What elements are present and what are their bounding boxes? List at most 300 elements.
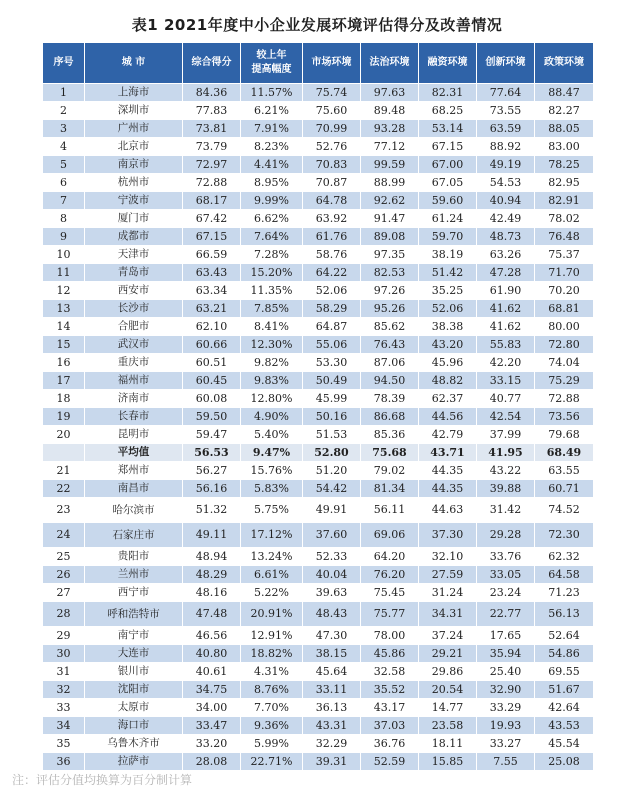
- cell-change: 9.83%: [241, 372, 303, 390]
- cell-policy: 56.13: [535, 602, 594, 627]
- cell-score: 33.20: [183, 735, 241, 753]
- table-row: [43, 318, 594, 336]
- cell-law: 36.76: [361, 735, 419, 753]
- table-row: [43, 681, 594, 699]
- cell-city: 重庆市: [85, 354, 183, 372]
- cell-score: 60.45: [183, 372, 241, 390]
- cell-change: 7.70%: [241, 699, 303, 717]
- cell-law: 89.08: [361, 228, 419, 246]
- cell-city: 兰州市: [85, 566, 183, 584]
- cell-innovation: 63.26: [477, 246, 535, 264]
- cell-change: 12.91%: [241, 627, 303, 645]
- cell-change: 12.30%: [241, 336, 303, 354]
- cell-innovation: 33.76: [477, 548, 535, 566]
- table-row: [43, 264, 594, 282]
- cell-innovation: 41.62: [477, 300, 535, 318]
- cell-rank: 16: [43, 354, 85, 372]
- cell-market: 36.13: [303, 699, 361, 717]
- cell-city: 太原市: [85, 699, 183, 717]
- cell-law: 43.17: [361, 699, 419, 717]
- cell-finance: 59.70: [419, 228, 477, 246]
- cell-rank: 35: [43, 735, 85, 753]
- cell-rank: 6: [43, 174, 85, 192]
- cell-finance: 44.56: [419, 408, 477, 426]
- cell-policy: 72.88: [535, 390, 594, 408]
- cell-change: 5.22%: [241, 584, 303, 602]
- cell-city: 郑州市: [85, 462, 183, 480]
- cell-law: 75.77: [361, 602, 419, 627]
- cell-finance: 38.38: [419, 318, 477, 336]
- cell-law: 86.68: [361, 408, 419, 426]
- cell-policy: 79.68: [535, 426, 594, 444]
- cell-rank: 25: [43, 548, 85, 566]
- cell-finance: 43.71: [419, 444, 477, 462]
- cell-market: 45.64: [303, 663, 361, 681]
- cell-market: 75.60: [303, 102, 361, 120]
- cell-finance: 44.35: [419, 462, 477, 480]
- cell-market: 38.15: [303, 645, 361, 663]
- cell-score: 47.48: [183, 602, 241, 627]
- cell-innovation: 73.55: [477, 102, 535, 120]
- table-row: [43, 282, 594, 300]
- cell-market: 32.29: [303, 735, 361, 753]
- cell-finance: 59.60: [419, 192, 477, 210]
- cell-change: 9.99%: [241, 192, 303, 210]
- cell-score: 72.97: [183, 156, 241, 174]
- cell-finance: 23.58: [419, 717, 477, 735]
- cell-policy: 71.70: [535, 264, 594, 282]
- cell-city: 贵阳市: [85, 548, 183, 566]
- cell-law: 45.86: [361, 645, 419, 663]
- cell-innovation: 61.90: [477, 282, 535, 300]
- cell-law: 95.26: [361, 300, 419, 318]
- cell-innovation: 49.19: [477, 156, 535, 174]
- cell-change: 8.41%: [241, 318, 303, 336]
- cell-change: 6.21%: [241, 102, 303, 120]
- cell-innovation: 32.90: [477, 681, 535, 699]
- cell-city: 上海市: [85, 84, 183, 102]
- cell-law: 92.62: [361, 192, 419, 210]
- cell-market: 49.91: [303, 498, 361, 523]
- header-law: 法治环境: [361, 43, 419, 84]
- cell-innovation: 33.27: [477, 735, 535, 753]
- cell-law: 85.62: [361, 318, 419, 336]
- cell-change: 5.75%: [241, 498, 303, 523]
- cell-law: 78.00: [361, 627, 419, 645]
- cell-rank: 23: [43, 498, 85, 523]
- cell-city: 成都市: [85, 228, 183, 246]
- cell-city: 海口市: [85, 717, 183, 735]
- cell-change: 8.23%: [241, 138, 303, 156]
- table-row: [43, 548, 594, 566]
- cell-rank: 14: [43, 318, 85, 336]
- cell-market: 70.83: [303, 156, 361, 174]
- table-row: [43, 174, 594, 192]
- cell-rank: 1: [43, 84, 85, 102]
- cell-innovation: 42.54: [477, 408, 535, 426]
- cell-innovation: 39.88: [477, 480, 535, 498]
- cell-city: 呼和浩特市: [85, 602, 183, 627]
- cell-change: 5.40%: [241, 426, 303, 444]
- cell-change: 18.82%: [241, 645, 303, 663]
- cell-policy: 68.49: [535, 444, 594, 462]
- cell-rank: 4: [43, 138, 85, 156]
- cell-innovation: 37.99: [477, 426, 535, 444]
- cell-score: 28.08: [183, 753, 241, 771]
- cell-market: 64.87: [303, 318, 361, 336]
- cell-innovation: 29.28: [477, 523, 535, 548]
- cell-score: 33.47: [183, 717, 241, 735]
- cell-market: 52.80: [303, 444, 361, 462]
- cell-market: 47.30: [303, 627, 361, 645]
- cell-change: 7.64%: [241, 228, 303, 246]
- header-score: 综合得分: [183, 43, 241, 84]
- cell-city: 西宁市: [85, 584, 183, 602]
- table-row: [43, 735, 594, 753]
- cell-policy: 25.08: [535, 753, 594, 771]
- cell-finance: 14.77: [419, 699, 477, 717]
- cell-law: 64.20: [361, 548, 419, 566]
- cell-change: 15.76%: [241, 462, 303, 480]
- cell-law: 75.45: [361, 584, 419, 602]
- header-change: [241, 43, 303, 84]
- cell-rank: 33: [43, 699, 85, 717]
- cell-score: 34.00: [183, 699, 241, 717]
- cell-finance: 82.31: [419, 84, 477, 102]
- cell-innovation: 55.83: [477, 336, 535, 354]
- cell-rank: 10: [43, 246, 85, 264]
- cell-law: 82.53: [361, 264, 419, 282]
- cell-finance: 52.06: [419, 300, 477, 318]
- cell-score: 60.51: [183, 354, 241, 372]
- table-row: [43, 228, 594, 246]
- cell-finance: 27.59: [419, 566, 477, 584]
- table-row: [43, 300, 594, 318]
- cell-market: 48.43: [303, 602, 361, 627]
- cell-policy: 52.64: [535, 627, 594, 645]
- cell-score: 72.88: [183, 174, 241, 192]
- cell-policy: 78.02: [535, 210, 594, 228]
- cell-city: 南京市: [85, 156, 183, 174]
- cell-finance: 15.85: [419, 753, 477, 771]
- cell-market: 45.99: [303, 390, 361, 408]
- cell-score: 67.42: [183, 210, 241, 228]
- cell-change: 4.31%: [241, 663, 303, 681]
- cell-rank: 22: [43, 480, 85, 498]
- cell-market: 63.92: [303, 210, 361, 228]
- cell-city: 合肥市: [85, 318, 183, 336]
- cell-city: 乌鲁木齐市: [85, 735, 183, 753]
- cell-innovation: 33.29: [477, 699, 535, 717]
- cell-finance: 45.96: [419, 354, 477, 372]
- cell-city: 宁波市: [85, 192, 183, 210]
- cell-innovation: 40.77: [477, 390, 535, 408]
- cell-rank: 30: [43, 645, 85, 663]
- cell-innovation: 43.22: [477, 462, 535, 480]
- table-row: [43, 717, 594, 735]
- cell-market: 58.29: [303, 300, 361, 318]
- cell-change: 8.76%: [241, 681, 303, 699]
- cell-finance: 20.54: [419, 681, 477, 699]
- cell-city: 武汉市: [85, 336, 183, 354]
- cell-law: 88.99: [361, 174, 419, 192]
- cell-policy: 82.91: [535, 192, 594, 210]
- header-change-line1: 较上年: [256, 50, 287, 61]
- cell-innovation: 35.94: [477, 645, 535, 663]
- cell-finance: 35.25: [419, 282, 477, 300]
- cell-market: 51.20: [303, 462, 361, 480]
- cell-score: 59.47: [183, 426, 241, 444]
- cell-policy: 88.05: [535, 120, 594, 138]
- cell-finance: 48.82: [419, 372, 477, 390]
- cell-city: 厦门市: [85, 210, 183, 228]
- cell-city: 广州市: [85, 120, 183, 138]
- table-row: [43, 602, 594, 627]
- cell-city: 杭州市: [85, 174, 183, 192]
- cell-law: 75.68: [361, 444, 419, 462]
- cell-law: 97.63: [361, 84, 419, 102]
- cell-finance: 18.11: [419, 735, 477, 753]
- cell-finance: 34.31: [419, 602, 477, 627]
- cell-innovation: 31.42: [477, 498, 535, 523]
- cell-score: 48.94: [183, 548, 241, 566]
- cell-city: 济南市: [85, 390, 183, 408]
- cell-policy: 73.56: [535, 408, 594, 426]
- score-table: [42, 42, 594, 771]
- cell-market: 52.06: [303, 282, 361, 300]
- table-row: [43, 390, 594, 408]
- cell-law: 52.59: [361, 753, 419, 771]
- cell-innovation: 19.93: [477, 717, 535, 735]
- cell-city: 深圳市: [85, 102, 183, 120]
- cell-score: 60.66: [183, 336, 241, 354]
- cell-law: 37.03: [361, 717, 419, 735]
- cell-policy: 43.53: [535, 717, 594, 735]
- cell-city: 长沙市: [85, 300, 183, 318]
- cell-finance: 43.20: [419, 336, 477, 354]
- cell-policy: 42.64: [535, 699, 594, 717]
- cell-score: 63.34: [183, 282, 241, 300]
- cell-innovation: 48.73: [477, 228, 535, 246]
- cell-law: 97.35: [361, 246, 419, 264]
- cell-rank: 28: [43, 602, 85, 627]
- header-policy: 政策环境: [535, 43, 594, 84]
- table-row: [43, 462, 594, 480]
- cell-city: 拉萨市: [85, 753, 183, 771]
- cell-innovation: 33.05: [477, 566, 535, 584]
- cell-score: 73.81: [183, 120, 241, 138]
- cell-policy: 82.95: [535, 174, 594, 192]
- header-rank: 序号: [43, 43, 85, 84]
- cell-city: 南宁市: [85, 627, 183, 645]
- cell-rank: 24: [43, 523, 85, 548]
- table-row: [43, 627, 594, 645]
- cell-finance: 37.24: [419, 627, 477, 645]
- cell-market: 51.53: [303, 426, 361, 444]
- cell-law: 99.59: [361, 156, 419, 174]
- cell-rank: 26: [43, 566, 85, 584]
- header-market: 市场环境: [303, 43, 361, 84]
- cell-policy: 72.30: [535, 523, 594, 548]
- cell-policy: 60.71: [535, 480, 594, 498]
- cell-policy: 72.80: [535, 336, 594, 354]
- cell-score: 62.10: [183, 318, 241, 336]
- cell-change: 9.47%: [241, 444, 303, 462]
- cell-finance: 38.19: [419, 246, 477, 264]
- cell-change: 7.85%: [241, 300, 303, 318]
- cell-finance: 67.15: [419, 138, 477, 156]
- cell-law: 94.50: [361, 372, 419, 390]
- cell-rank: 15: [43, 336, 85, 354]
- cell-city: 石家庄市: [85, 523, 183, 548]
- cell-rank: 12: [43, 282, 85, 300]
- table-row: [43, 372, 594, 390]
- cell-score: 34.75: [183, 681, 241, 699]
- cell-innovation: 33.15: [477, 372, 535, 390]
- table-row: [43, 426, 594, 444]
- cell-policy: 63.55: [535, 462, 594, 480]
- cell-rank: 31: [43, 663, 85, 681]
- cell-law: 93.28: [361, 120, 419, 138]
- cell-rank: 36: [43, 753, 85, 771]
- cell-finance: 67.00: [419, 156, 477, 174]
- cell-rank: 19: [43, 408, 85, 426]
- cell-score: 56.27: [183, 462, 241, 480]
- cell-rank: 29: [43, 627, 85, 645]
- cell-rank: 34: [43, 717, 85, 735]
- header-innovation: 创新环境: [477, 43, 535, 84]
- cell-score: 48.29: [183, 566, 241, 584]
- table-row: [43, 354, 594, 372]
- cell-rank: 11: [43, 264, 85, 282]
- cell-city: 西安市: [85, 282, 183, 300]
- header-row: [43, 43, 594, 84]
- cell-innovation: 77.64: [477, 84, 535, 102]
- cell-market: 52.76: [303, 138, 361, 156]
- cell-city: 北京市: [85, 138, 183, 156]
- cell-city: 天津市: [85, 246, 183, 264]
- cell-city: 哈尔滨市: [85, 498, 183, 523]
- cell-innovation: 63.59: [477, 120, 535, 138]
- cell-score: 56.16: [183, 480, 241, 498]
- cell-law: 77.12: [361, 138, 419, 156]
- cell-policy: 75.29: [535, 372, 594, 390]
- cell-score: 66.59: [183, 246, 241, 264]
- cell-finance: 61.24: [419, 210, 477, 228]
- cell-change: 5.83%: [241, 480, 303, 498]
- table-row: [43, 408, 594, 426]
- header-change-line2: 提高幅度: [251, 64, 292, 75]
- cell-score: 40.80: [183, 645, 241, 663]
- cell-rank: 5: [43, 156, 85, 174]
- cell-city: 南昌市: [85, 480, 183, 498]
- cell-law: 89.48: [361, 102, 419, 120]
- table-row: [43, 192, 594, 210]
- cell-law: 79.02: [361, 462, 419, 480]
- cell-innovation: 41.62: [477, 318, 535, 336]
- table-row: [43, 156, 594, 174]
- cell-law: 85.36: [361, 426, 419, 444]
- cell-finance: 44.35: [419, 480, 477, 498]
- cell-score: 59.50: [183, 408, 241, 426]
- table-row: [43, 102, 594, 120]
- cell-rank: 32: [43, 681, 85, 699]
- cell-policy: 76.48: [535, 228, 594, 246]
- table-row: [43, 566, 594, 584]
- table-row: [43, 663, 594, 681]
- cell-law: 35.52: [361, 681, 419, 699]
- table-row: [43, 480, 594, 498]
- cell-score: 49.11: [183, 523, 241, 548]
- cell-rank: 18: [43, 390, 85, 408]
- cell-rank: 2: [43, 102, 85, 120]
- cell-policy: 68.81: [535, 300, 594, 318]
- cell-policy: 74.52: [535, 498, 594, 523]
- cell-innovation: 23.24: [477, 584, 535, 602]
- cell-change: 7.91%: [241, 120, 303, 138]
- cell-change: 13.24%: [241, 548, 303, 566]
- cell-change: 4.90%: [241, 408, 303, 426]
- cell-rank: 27: [43, 584, 85, 602]
- cell-law: 32.58: [361, 663, 419, 681]
- cell-score: 60.08: [183, 390, 241, 408]
- cell-finance: 67.05: [419, 174, 477, 192]
- cell-market: 53.30: [303, 354, 361, 372]
- table-body: [43, 84, 594, 771]
- cell-score: 40.61: [183, 663, 241, 681]
- cell-innovation: 42.20: [477, 354, 535, 372]
- cell-change: 6.61%: [241, 566, 303, 584]
- cell-change: 17.12%: [241, 523, 303, 548]
- header-finance: 融资环境: [419, 43, 477, 84]
- cell-innovation: 7.55: [477, 753, 535, 771]
- cell-finance: 29.86: [419, 663, 477, 681]
- cell-market: 50.16: [303, 408, 361, 426]
- cell-market: 64.22: [303, 264, 361, 282]
- cell-market: 58.76: [303, 246, 361, 264]
- cell-score: 63.21: [183, 300, 241, 318]
- table-row: [43, 120, 594, 138]
- cell-innovation: 40.94: [477, 192, 535, 210]
- cell-finance: 32.10: [419, 548, 477, 566]
- cell-policy: 70.20: [535, 282, 594, 300]
- cell-change: 20.91%: [241, 602, 303, 627]
- cell-change: 5.99%: [241, 735, 303, 753]
- table-row: [43, 753, 594, 771]
- cell-policy: 75.37: [535, 246, 594, 264]
- cell-market: 33.11: [303, 681, 361, 699]
- cell-rank: 17: [43, 372, 85, 390]
- cell-innovation: 42.49: [477, 210, 535, 228]
- average-row: [43, 444, 594, 462]
- cell-law: 78.39: [361, 390, 419, 408]
- table-row: [43, 699, 594, 717]
- cell-change: 12.80%: [241, 390, 303, 408]
- cell-change: 11.35%: [241, 282, 303, 300]
- table-row: [43, 645, 594, 663]
- cell-market: 39.31: [303, 753, 361, 771]
- cell-finance: 42.79: [419, 426, 477, 444]
- cell-innovation: 54.53: [477, 174, 535, 192]
- table-row: [43, 523, 594, 548]
- cell-change: 11.57%: [241, 84, 303, 102]
- cell-score: 68.17: [183, 192, 241, 210]
- cell-innovation: 41.95: [477, 444, 535, 462]
- cell-change: 15.20%: [241, 264, 303, 282]
- table-row: [43, 336, 594, 354]
- cell-change: 9.82%: [241, 354, 303, 372]
- cell-innovation: 25.40: [477, 663, 535, 681]
